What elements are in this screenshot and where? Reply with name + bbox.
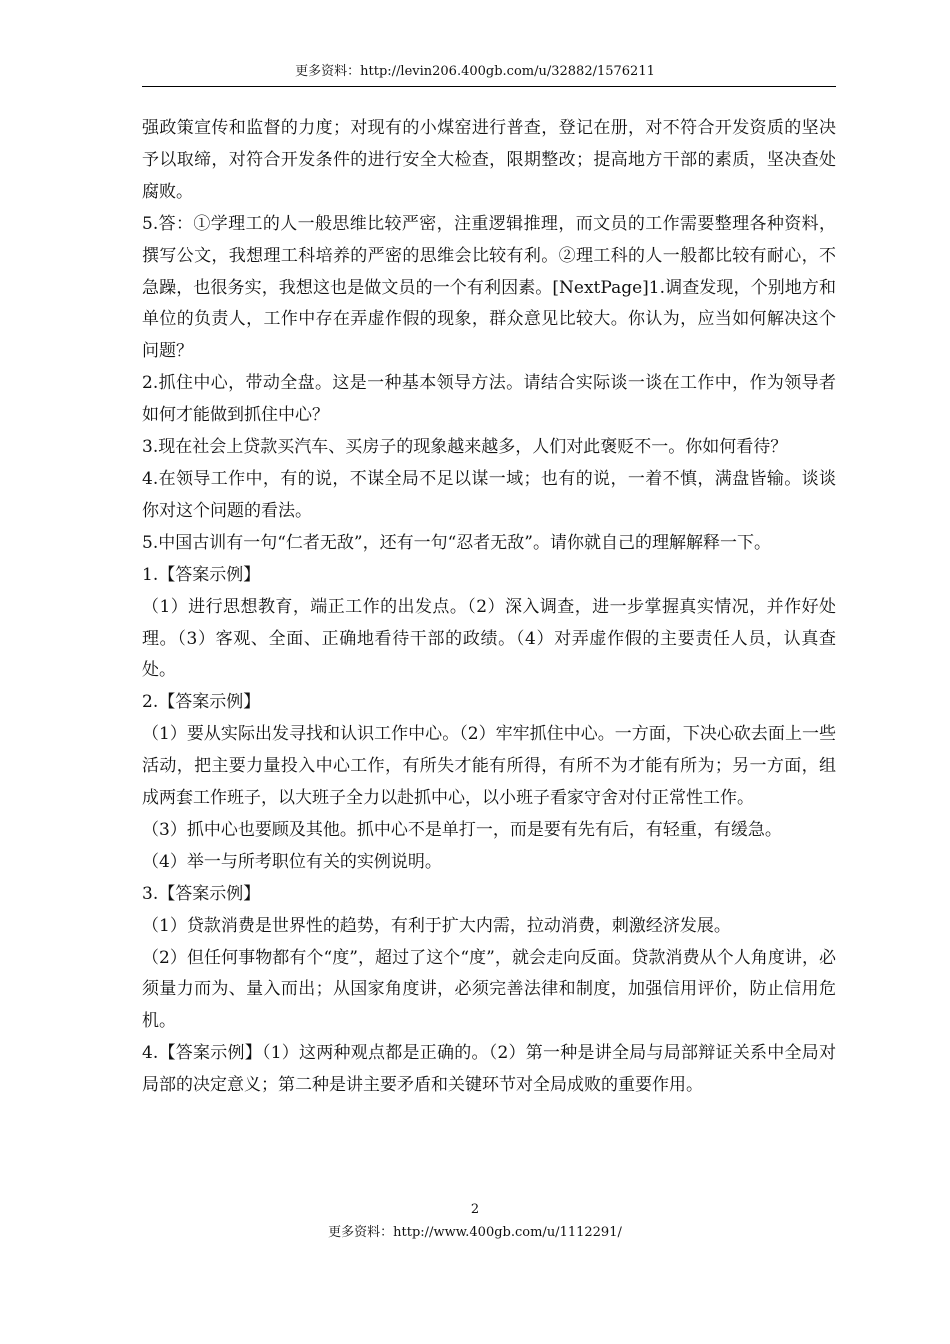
answer-paragraph: （1）进行思想教育，端正工作的出发点。（2）深入调查，进一步掌握真实情况，并作好处理。（3）客观、全面、正确地看待干部的政绩。（4）对弄虚作假的主要责任人员，认真查处。 [142,596,836,681]
answer-heading: 3.【答案示例】 [142,883,261,904]
paragraph: 5.答：①学理工的人一般思维比较严密，注重逻辑推理，而文员的工作需要整理各种资料，撰写公文，我想理工科培养的严密的思维会比较有利。②理工科的人一般都比较有耐心，不急躁，也很务实，我想这也是做文员的一个有利因素。[NextPage]1.调查发现，个别地方和单位的负责人，工作中存在弄虚作假的现象，群众意见比较大。你认为，应当如何解决这个问题？ [142,213,836,362]
paragraph: 强政策宣传和监督的力度；对现有的小煤窑进行普查，登记在册，对不符合开发资质的坚决予以取缔，对符合开发条件的进行安全大检查，限期整改；提高地方干部的素质，坚决查处腐败。 [142,118,836,202]
page-footer: 更多资料：http://www.400gb.com/u/1112291/ [328,1225,622,1240]
answer-paragraph: （4）举一与所考职位有关的实例说明。 [142,851,442,872]
answer-heading: 2.【答案示例】 [142,692,261,713]
question-paragraph: 5.中国古训有一句“仁者无敌”，还有一句“忍者无敌”。请你就自己的理解解释一下。 [142,532,771,553]
header-divider [142,86,836,87]
question-paragraph: 3.现在社会上贷款买汽车、买房子的现象越来越多，人们对此褒贬不一。你如何看待？ [142,437,788,458]
answer-paragraph: （2）但任何事物都有个“度”，超过了这个“度”，就会走向反面。贷款消费从个人角度讲，必须量力而为、量入而出；从国家角度讲，必须完善法律和制度，加强信用评价，防止信用危机。 [142,947,836,1032]
answer-heading: 1.【答案示例】 [142,564,261,585]
answer-paragraph: （3）抓中心也要顾及其他。抓中心不是单打一，而是要有先有后，有轻重，有缓急。 [142,819,782,840]
page-number: 2 [470,1202,480,1217]
answer-paragraph: （1）贷款消费是世界性的趋势，有利于扩大内需，拉动消费，刺激经济发展。 [142,915,731,936]
answer-paragraph: （1）要从实际出发寻找和认识工作中心。（2）牢牢抓住中心。一方面，下决心砍去面上一些活动，把主要力量投入中心工作，有所失才能有所得，有所不为才能有所为；另一方面，组成两套工作班子，以大班子全力以赴抓中心，以小班子看家守舍对付正常性工作。 [142,724,836,809]
question-paragraph: 2.抓住中心，带动全盘。这是一种基本领导方法。请结合实际谈一谈在工作中，作为领导者如何才能做到抓住中心？ [142,373,836,426]
page-header: 更多资料：http://levin206.400gb.com/u/32882/1576211 [295,64,655,79]
answer-paragraph: 4.【答案示例】（1）这两种观点都是正确的。（2）第一种是讲全局与局部辩证关系中全局对局部的决定意义；第二种是讲主要矛盾和关键环节对全局成败的重要作用。 [142,1043,836,1096]
document-body [142,113,836,1102]
question-paragraph: 4.在领导工作中，有的说，不谋全局不足以谋一域；也有的说，一着不慎，满盘皆输。谈谈你对这个问题的看法。 [142,468,836,521]
